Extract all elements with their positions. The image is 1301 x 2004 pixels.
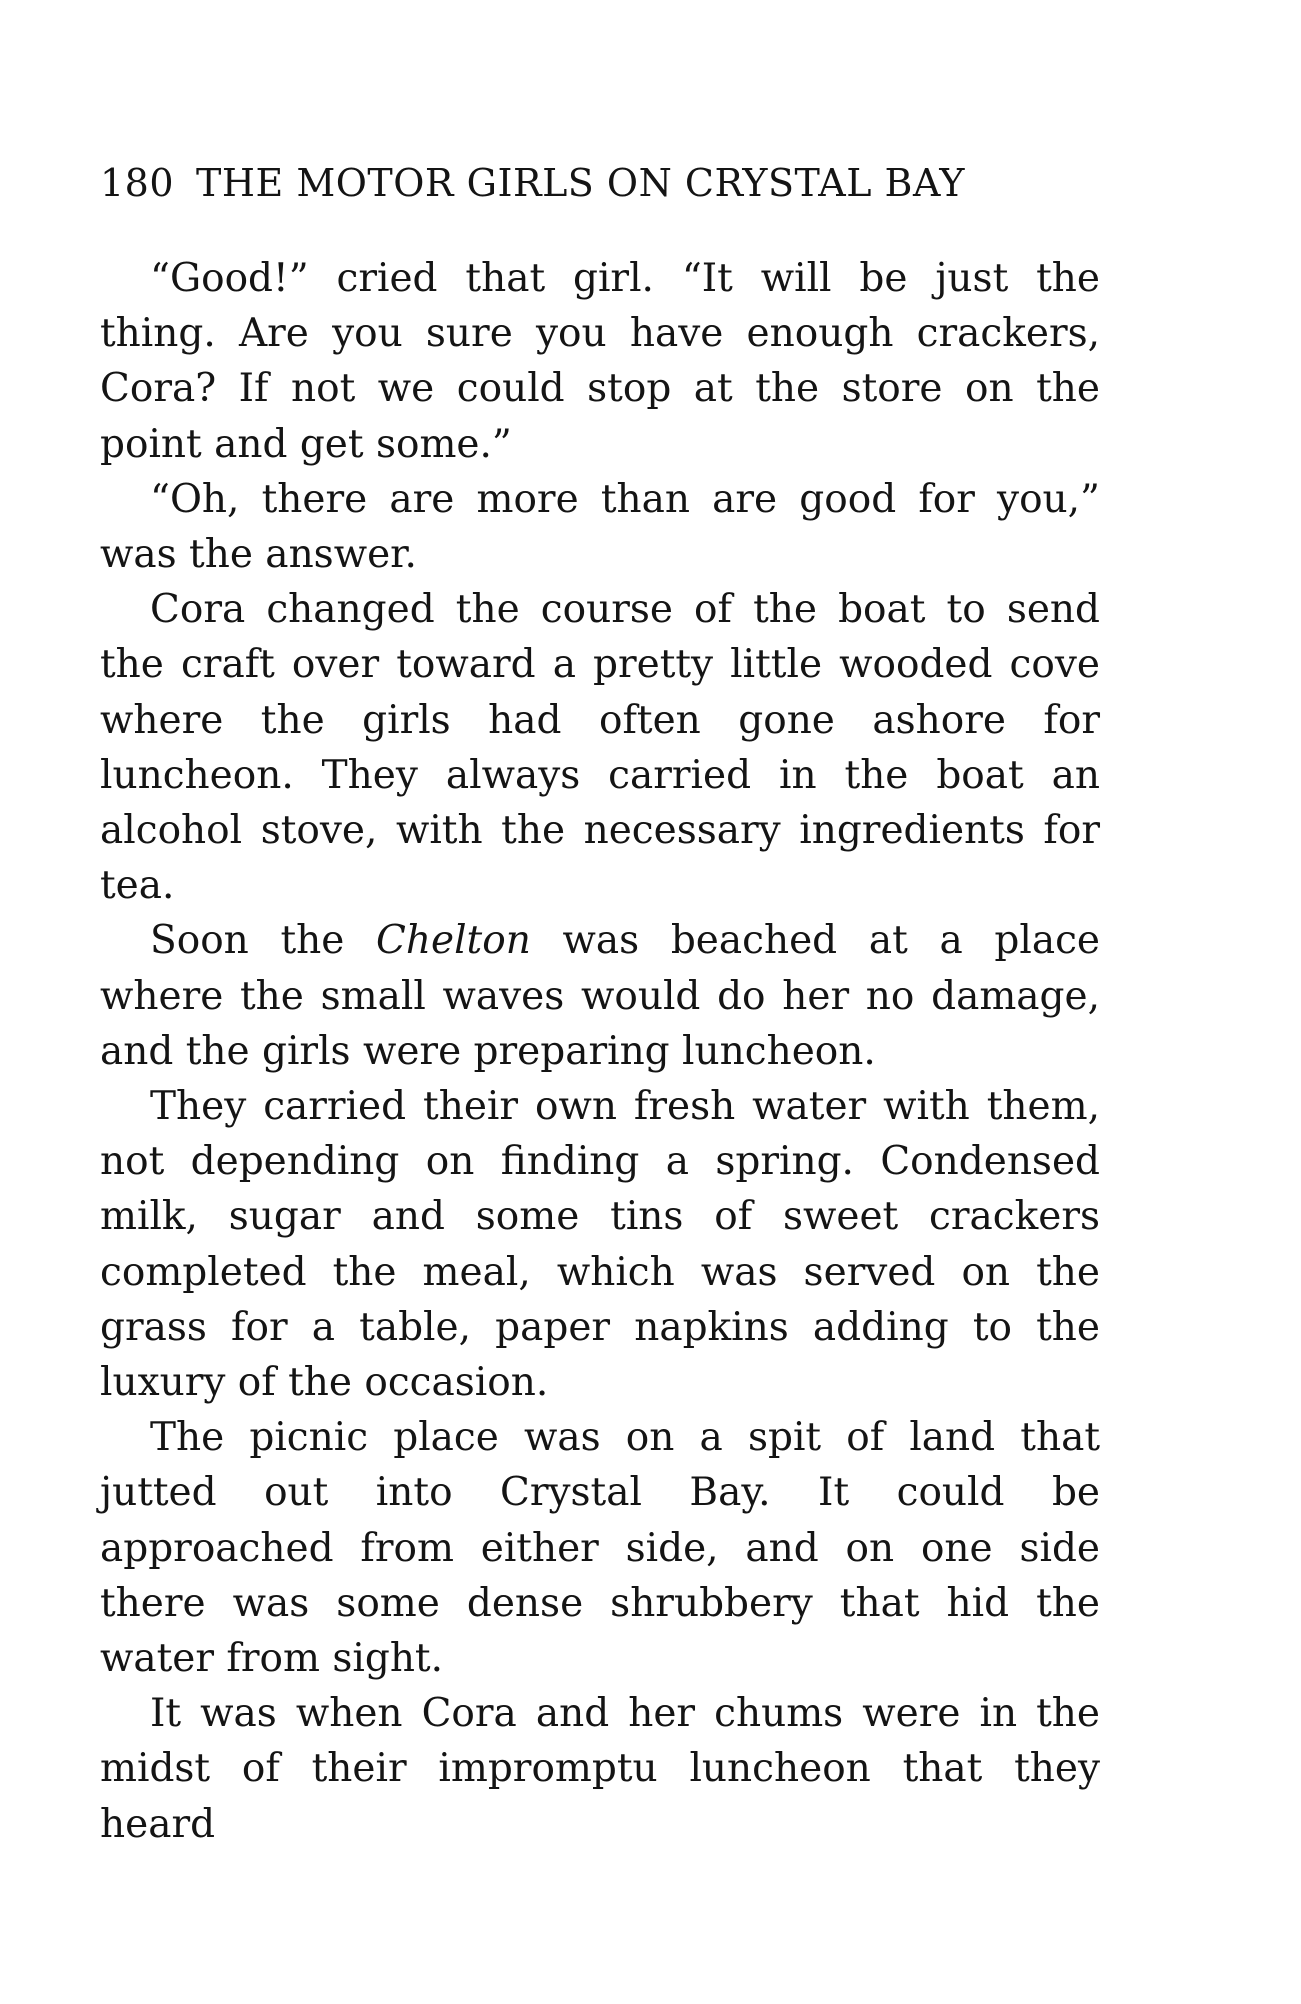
paragraph-3: Cora changed the course of the boat to send the craft over toward a pretty little wooded cove where the girls had often gone ashore for luncheon. They always carried in the boat an alcohol stove, with the necessary ingredients for tea. xyxy=(100,587,1100,909)
paragraph-7: It was when Cora and her chums were in the midst of their impromptu luncheon that they heard xyxy=(100,1691,1100,1847)
paragraph-5: They carried their own fresh water with them, not depending on finding a spring. Condensed milk, sugar and some tins of sweet crackers completed the meal, which was served on the grass for a table, paper napkins adding to the luxury of the occasion. xyxy=(100,1084,1100,1406)
paragraph-1: “Good!” cried that girl. “It will be just the thing. Are you sure you have enough crackers, Cora? If not we could stop at the store on the point and get some.” xyxy=(100,256,1100,467)
paragraph-4-after: was beached at a place where the small waves would do her no damage, and the girls were preparing luncheon. xyxy=(100,918,1100,1074)
running-header xyxy=(100,155,1100,211)
paragraph-4 xyxy=(100,913,1100,1079)
paragraph-2: “Oh, there are more than are good for you,” was the answer. xyxy=(100,476,1100,578)
running-title: THE MOTOR GIRLS ON CRYSTAL BAY xyxy=(196,161,965,205)
boat-name-italic: Chelton xyxy=(376,918,531,964)
paragraph-4-before: Soon the xyxy=(150,918,377,964)
body-text xyxy=(100,251,1100,1852)
page-number: 180 xyxy=(100,161,175,205)
paragraph-6: The picnic place was on a spit of land that jutted out into Crystal Bay. It could be approached from either side, and on one side there was some dense shrubbery that hid the water from sight. xyxy=(100,1415,1100,1682)
book-page xyxy=(100,155,1100,1852)
